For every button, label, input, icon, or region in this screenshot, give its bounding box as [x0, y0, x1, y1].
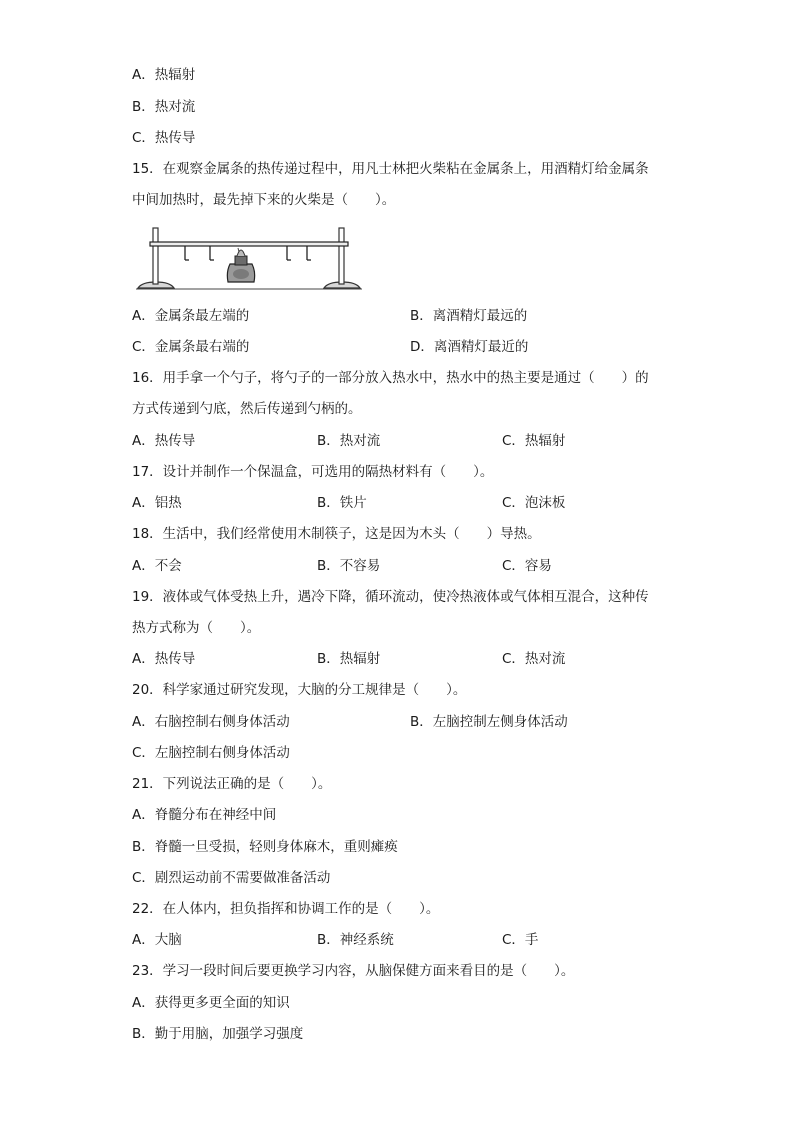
- q18-option-a: A．不会: [132, 558, 182, 574]
- q15-option-b: B．离酒精灯最远的: [410, 308, 528, 324]
- q23-stem: 23．学习一段时间后要更换学习内容，从脑保健方面来看目的是（ ）。: [132, 963, 575, 979]
- q14-option-a: A．热辐射: [132, 67, 196, 83]
- q21-option-c: C．剧烈运动前不需要做准备活动: [132, 870, 331, 886]
- q19-option-a: A．热传导: [132, 651, 196, 667]
- q20-option-a: A．右脑控制右侧身体活动: [132, 714, 290, 730]
- q22-option-c: C．手: [502, 932, 539, 948]
- q15-stem-line2: 中间加热时，最先掉下来的火柴是（ ）。: [132, 192, 396, 208]
- q21-option-a: A．脊髓分布在神经中间: [132, 807, 277, 823]
- q17-option-c: C．泡沫板: [502, 495, 566, 511]
- q15-option-d: D．离酒精灯最近的: [410, 339, 529, 355]
- q22-option-a: A．大脑: [132, 932, 182, 948]
- q23-option-a: A．获得更多更全面的知识: [132, 995, 290, 1011]
- q16-stem-line1: 16．用手拿一个勺子，将勺子的一部分放入热水中，热水中的热主要是通过（ ）的: [132, 370, 649, 386]
- q15-option-c: C．金属条最右端的: [132, 339, 250, 355]
- q20-stem: 20．科学家通过研究发现，大脑的分工规律是（ ）。: [132, 682, 467, 698]
- metal-strip-figure: [134, 224, 364, 296]
- q15-option-a: A．金属条最左端的: [132, 308, 250, 324]
- q18-stem: 18．生活中，我们经常使用木制筷子，这是因为木头（ ）导热。: [132, 526, 541, 542]
- q22-option-b: B．神经系统: [317, 932, 394, 948]
- metal-strip-apparatus-illustration: [134, 224, 364, 296]
- q22-stem: 22．在人体内，担负指挥和协调工作的是（ ）。: [132, 901, 440, 917]
- q14-option-c: C．热传导: [132, 130, 196, 146]
- q16-option-c: C．热辐射: [502, 433, 566, 449]
- q17-stem: 17．设计并制作一个保温盒，可选用的隔热材料有（ ）。: [132, 464, 494, 480]
- q17-option-a: A．铝热: [132, 495, 182, 511]
- q16-stem-line2: 方式传递到勺底，然后传递到勺柄的。: [132, 401, 362, 417]
- q23-option-b: B．勤于用脑，加强学习强度: [132, 1026, 304, 1042]
- q19-stem-line1: 19．液体或气体受热上升，遇冷下降，循环流动，使冷热液体或气体相互混合，这种传: [132, 589, 649, 605]
- q19-option-c: C．热对流: [502, 651, 566, 667]
- q19-stem-line2: 热方式称为（ ）。: [132, 620, 261, 636]
- q20-option-c: C．左脑控制右侧身体活动: [132, 745, 290, 761]
- q16-option-a: A．热传导: [132, 433, 196, 449]
- q18-option-b: B．不容易: [317, 558, 381, 574]
- q18-option-c: C．容易: [502, 558, 552, 574]
- q15-stem-line1: 15．在观察金属条的热传递过程中，用凡士林把火柴粘在金属条上，用酒精灯给金属条: [132, 161, 649, 177]
- q21-option-b: B．脊髓一旦受损，轻则身体麻木，重则瘫痪: [132, 839, 398, 855]
- q20-option-b: B．左脑控制左侧身体活动: [410, 714, 568, 730]
- q17-option-b: B．铁片: [317, 495, 367, 511]
- q16-option-b: B．热对流: [317, 433, 381, 449]
- q14-option-b: B．热对流: [132, 99, 196, 115]
- q21-stem: 21．下列说法正确的是（ ）。: [132, 776, 332, 792]
- q19-option-b: B．热辐射: [317, 651, 381, 667]
